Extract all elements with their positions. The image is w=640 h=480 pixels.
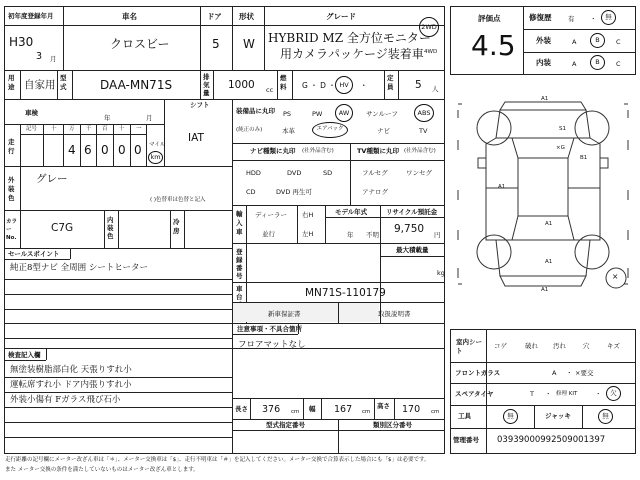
damage-mark: A1 xyxy=(541,287,549,293)
equip-tv: TV xyxy=(419,127,428,135)
import-left-h: 左H xyxy=(302,230,314,238)
jack-none-circle: 無 xyxy=(598,409,613,424)
shift-label: シフト xyxy=(190,101,210,109)
mileage-unit: 千 xyxy=(86,126,92,132)
new-car-warranty: 新車保証書 xyxy=(268,310,301,318)
seat-label: 室内シート xyxy=(456,338,482,355)
shape-label: 形状 xyxy=(239,12,254,21)
grade-line2: 用カメラパッケージ装着車 xyxy=(280,47,424,61)
navi-sd: SD xyxy=(323,169,333,177)
capacity-label: 定員 xyxy=(387,74,394,91)
aircon-label: 冷房 xyxy=(173,218,180,235)
equip-sunroof: サンルーフ xyxy=(366,110,398,118)
front-glass-a: A xyxy=(552,369,557,377)
model-year-unknown: 不明 xyxy=(366,231,379,239)
ext-grade-b-circle: B xyxy=(590,33,605,48)
mileage-memo-label: 記号 xyxy=(26,126,38,132)
manual: 取扱説明書 xyxy=(378,310,411,318)
displacement-value: 1000 xyxy=(228,79,255,91)
shape-value: W xyxy=(243,37,255,51)
capacity-unit: 人 xyxy=(432,85,439,93)
damage-mark: B1 xyxy=(580,155,588,161)
equipment-sublabel: (純正のみ) xyxy=(236,127,263,133)
inspector-line: 外装小傷有 Fガラス飛び石小 xyxy=(10,395,121,405)
car-damage-diagram xyxy=(450,80,636,324)
equip-pw: PW xyxy=(312,110,323,118)
front-glass-label: フロントガラス xyxy=(455,369,501,377)
capacity-value: 5 xyxy=(415,79,422,91)
use-label: 用途 xyxy=(8,74,15,91)
notes-label: 注意事項・不具合箇所 xyxy=(237,325,302,333)
shift-value: IAT xyxy=(188,132,204,144)
tv-oneseg: ワンセグ xyxy=(406,169,432,177)
width-unit: cm xyxy=(362,409,371,415)
height-value: 170 xyxy=(402,404,421,415)
grade-label: グレード xyxy=(326,12,356,21)
tools-none-circle: 無 xyxy=(503,409,518,424)
footer-line: 走行距離の記号欄にメーター改ざん車は「＊」、メーター交換車は「$」、走行不明車は「＃」を記入してください。メーター交換で合算表示した場合にも「$」は必要です。 xyxy=(5,457,430,463)
mileage-digit: 0 xyxy=(134,143,142,157)
length-unit: cm xyxy=(291,409,300,415)
fuel-options: G ・ D ・ xyxy=(302,81,336,90)
import-label: 輸入車 xyxy=(236,210,243,236)
reg-year-label: 初年度登録年月 xyxy=(8,12,54,20)
model-value: DAA-MN71S xyxy=(100,78,173,92)
notes-value: フロアマットなし xyxy=(238,340,306,350)
cc-unit: cc xyxy=(266,86,274,94)
damage-mark: A1 xyxy=(545,221,553,227)
equip-navi: ナビ xyxy=(377,127,390,135)
spare-mark: × xyxy=(612,272,619,281)
navi-hdd: HDD xyxy=(246,169,261,177)
recycle-label: リサイクル預託金 xyxy=(386,208,438,216)
model-year-unit: 年 xyxy=(347,231,354,239)
divider xyxy=(4,25,445,26)
height-unit: cm xyxy=(431,409,440,415)
score-value: 4.5 xyxy=(471,29,516,62)
front-glass-replace: ×要交 xyxy=(575,369,594,377)
mileage-unit: 十 xyxy=(51,126,57,132)
mileage-unit: 万 xyxy=(69,126,75,132)
seat-item: 破れ xyxy=(525,342,538,350)
inspection-year: 年 xyxy=(104,114,111,122)
width-label: 幅 xyxy=(309,405,316,413)
mileage-unit: 百 xyxy=(102,126,108,132)
footer-line: また メーター交換の条件を満たしていないものはメーター改ざん車とします。 xyxy=(5,467,199,473)
score-label: 評価点 xyxy=(478,14,501,23)
reg-month-value: 3 xyxy=(36,51,43,62)
equip-leather: 本革 xyxy=(282,127,295,135)
inspection-month: 月 xyxy=(146,114,153,122)
exterior-grade-label: 外装 xyxy=(536,36,551,45)
chassis-value: MN71S-110179 xyxy=(305,287,386,299)
front-glass-dot: ・ xyxy=(566,369,573,377)
jack-label: ジャッキ xyxy=(545,412,571,420)
sales-point-label: セールスポイント xyxy=(8,250,60,258)
chassis-label: 車台 xyxy=(236,285,243,301)
max-load-unit: kg xyxy=(437,269,445,277)
door-label: ドア xyxy=(207,12,222,21)
spare-label: スペアタイヤ xyxy=(455,390,494,398)
recycle-unit: 円 xyxy=(434,231,441,239)
mile-unit: マイル xyxy=(149,142,166,148)
ext-grade-a: A xyxy=(572,38,577,46)
repair-label: 修復歴 xyxy=(529,13,552,22)
inspector-label: 検査記入欄 xyxy=(8,351,41,359)
spare-t: T xyxy=(530,390,534,398)
tv-fullseg: フルセグ xyxy=(362,169,388,177)
drive-2wd-circle: 2WD xyxy=(419,17,439,37)
doors-value: 5 xyxy=(212,37,220,51)
reg-year-value: H30 xyxy=(9,35,34,49)
drive-4wd: 4WD xyxy=(424,49,438,55)
color-no-label: カラーNo. xyxy=(6,219,18,241)
equipment-label: 装備品に丸印 xyxy=(236,107,275,115)
length-label: 長さ xyxy=(235,405,248,413)
inspector-line: 無塗装樹脂部白化 天張りすれ小 xyxy=(10,365,132,375)
exterior-color-note: ( )色替車は色替と記入 xyxy=(150,197,206,203)
interior-color-label: 内装色 xyxy=(107,216,114,240)
tv-label: TV種類に丸印 xyxy=(357,147,399,155)
seat-item: キズ xyxy=(607,342,620,350)
recycle-value: 9,750 xyxy=(394,223,425,235)
damage-mark: A1 xyxy=(545,259,553,265)
mgmt-label: 管理番号 xyxy=(453,436,479,444)
car-name-value: クロスビー xyxy=(110,37,170,51)
color-no-value: C7G xyxy=(51,222,74,234)
int-grade-a: A xyxy=(572,60,577,68)
mgmt-value: 03939000992509001397 xyxy=(497,435,606,445)
navi-dvd: DVD xyxy=(287,169,302,177)
tv-analog: アナログ xyxy=(362,188,388,196)
import-parallel: 並行 xyxy=(262,230,275,238)
seat-item: コゲ xyxy=(494,342,507,350)
repair-yes: 有 xyxy=(568,15,575,23)
km-circle: km xyxy=(148,151,163,164)
fuel-hv-circle: HV xyxy=(335,76,353,94)
equip-aw-circle: AW xyxy=(335,104,353,122)
navi-cd: CD xyxy=(246,188,256,196)
damage-mark: S1 xyxy=(559,126,566,132)
tools-label: 工具 xyxy=(458,412,471,420)
length-value: 376 xyxy=(262,404,281,415)
equip-abs-circle: ABS xyxy=(414,104,434,122)
spare-kit: 修理 KIT xyxy=(556,391,578,397)
import-right-h: 右H xyxy=(302,211,314,219)
model-year-label: モデル年式 xyxy=(335,208,368,216)
fuel-dot: ・ xyxy=(360,81,368,90)
damage-mark: A1 xyxy=(541,96,549,102)
navi-label: ナビ種類に丸印 xyxy=(250,147,296,155)
spare-dot: ・ xyxy=(595,390,602,398)
inspection-label: 車検 xyxy=(25,109,38,117)
mileage-digit: 4 xyxy=(68,143,76,157)
max-load-label: 最大積載量 xyxy=(396,246,429,254)
repair-no-circle: 無 xyxy=(601,10,616,25)
divider xyxy=(4,70,445,71)
int-grade-b-circle: B xyxy=(590,55,605,70)
use-value: 自家用 xyxy=(24,79,56,91)
width-value: 167 xyxy=(334,404,353,415)
spare-missing-circle: 欠 xyxy=(606,386,621,401)
height-label: 高さ xyxy=(377,402,390,410)
car-name-label: 車名 xyxy=(122,12,137,21)
mileage-label: 走行 xyxy=(8,138,15,155)
mileage-unit: 十 xyxy=(119,126,125,132)
repair-sep: ・ xyxy=(590,15,597,23)
sales-point-value: 純正8型ナビ 全周囲 シートヒーター xyxy=(10,263,148,273)
damage-mark: ×G xyxy=(556,145,565,151)
exterior-color-value: グレー xyxy=(36,173,68,185)
tv-label-note: (社外品含む) xyxy=(404,148,436,154)
grade-line1: HYBRID MZ 全方位モニター xyxy=(268,31,431,45)
type-cert-label: 型式指定番号 xyxy=(266,421,305,429)
spare-dot: ・ xyxy=(545,390,552,398)
mileage-unit: 一 xyxy=(136,126,142,132)
model-label: 型式 xyxy=(60,74,67,91)
month-unit: 月 xyxy=(50,55,57,63)
damage-mark: A1 xyxy=(498,184,506,190)
equip-ps: PS xyxy=(283,110,292,118)
mileage-digit: 0 xyxy=(101,143,109,157)
seat-item: 汚れ xyxy=(553,342,566,350)
ext-grade-c: C xyxy=(616,38,621,46)
mileage-digit: 6 xyxy=(84,143,92,157)
int-grade-c: C xyxy=(616,60,621,68)
class-label: 類別区分番号 xyxy=(373,421,412,429)
reg-no-label: 登録番号 xyxy=(236,248,243,280)
navi-label-note: (社外品含む) xyxy=(302,148,334,154)
displacement-label: 排気量 xyxy=(203,73,210,97)
navi-dvd-play: DVD 再生可 xyxy=(276,188,312,196)
exterior-color-label: 外装色 xyxy=(8,176,15,202)
interior-grade-label: 内装 xyxy=(536,58,551,67)
import-dealer: ディーラー xyxy=(255,211,287,219)
seat-item: 穴 xyxy=(583,342,590,350)
equip-airbag-circle: エアバック xyxy=(312,122,348,138)
mileage-digit: 0 xyxy=(118,143,126,157)
fuel-label: 燃料 xyxy=(280,74,287,91)
inspector-line: 運転席すれ小 ドア内張りすれ小 xyxy=(10,380,132,390)
